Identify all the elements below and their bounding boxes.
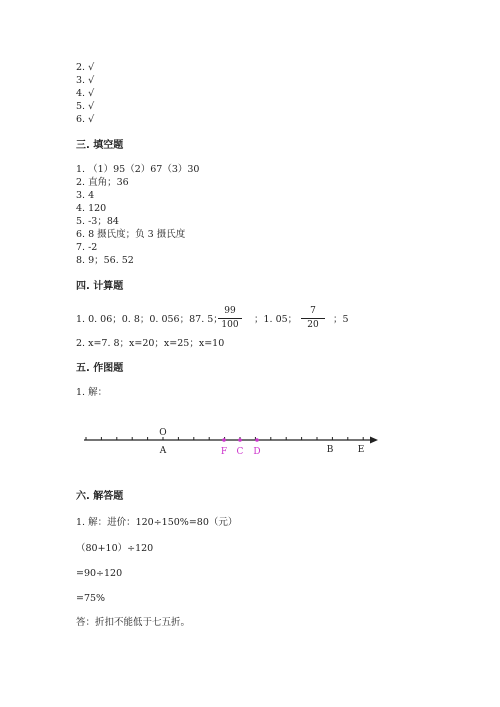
- fill-item-3: 3. 4: [76, 190, 95, 201]
- fill-item-8: 8. 9；56. 52: [76, 255, 134, 266]
- answer-line-1: 1. 解：进价：120÷150%=80（元）: [76, 517, 238, 528]
- highlight-point: [222, 438, 226, 442]
- section-3-title: 三. 填空题: [76, 140, 124, 151]
- judge-item-2: 2. √: [76, 62, 95, 73]
- judge-item-5: 5. √: [76, 101, 95, 112]
- calc-line-1-text: 1. 0. 06；0. 8；0. 056；87. 5；: [76, 314, 223, 325]
- fraction-numerator: 99: [224, 306, 236, 316]
- label-C: C: [236, 447, 244, 457]
- fill-item-2: 2. 直角；36: [76, 177, 129, 188]
- fill-item-7: 7. -2: [76, 242, 98, 253]
- fraction-99-100: [218, 306, 242, 331]
- section-6-title: 六. 解答题: [76, 491, 124, 502]
- label-B: B: [326, 445, 334, 455]
- judge-item-3: 3. √: [76, 75, 95, 86]
- fraction-bar: [218, 318, 242, 319]
- fraction-numerator: 7: [310, 306, 316, 316]
- answer-conclusion: 答：折扣不能低于七五折。: [76, 617, 191, 628]
- answer-line-2: （80+10）÷120: [76, 543, 154, 554]
- highlight-point: [255, 438, 259, 442]
- fill-item-6: 6. 8 摄氏度；负 3 摄氏度: [76, 229, 186, 240]
- label-D: D: [253, 447, 261, 457]
- drawing-item-1: 1. 解：: [76, 387, 108, 398]
- fill-item-5: 5. -3；84: [76, 216, 119, 227]
- fill-item-4: 4. 120: [76, 203, 107, 214]
- fraction-denominator: 20: [307, 320, 319, 330]
- number-line-arrow: [370, 437, 378, 444]
- fraction-7-20: [301, 306, 325, 331]
- answer-line-4: =75%: [76, 593, 106, 604]
- judge-item-4: 4. √: [76, 88, 95, 99]
- fraction-denominator: 100: [221, 320, 239, 330]
- calc-line-1-end: ；5: [333, 314, 349, 325]
- label-O: O: [159, 428, 167, 438]
- label-E: E: [357, 445, 365, 455]
- label-A: A: [159, 446, 167, 456]
- number-line-diagram: [0, 426, 500, 466]
- fill-item-1: 1. （1）95（2）67（3）30: [76, 164, 200, 175]
- answer-line-3: =90÷120: [76, 568, 123, 579]
- judge-item-6: 6. √: [76, 114, 95, 125]
- highlight-point: [238, 438, 242, 442]
- fraction-bar: [301, 318, 325, 319]
- section-4-title: 四. 计算题: [76, 281, 124, 292]
- section-5-title: 五. 作图题: [76, 363, 124, 374]
- calc-line-1-sep: ；1. 05；: [254, 314, 298, 325]
- label-F: F: [220, 447, 228, 457]
- calc-line-2: 2. x=7. 8；x=20；x=25；x=10: [76, 338, 225, 349]
